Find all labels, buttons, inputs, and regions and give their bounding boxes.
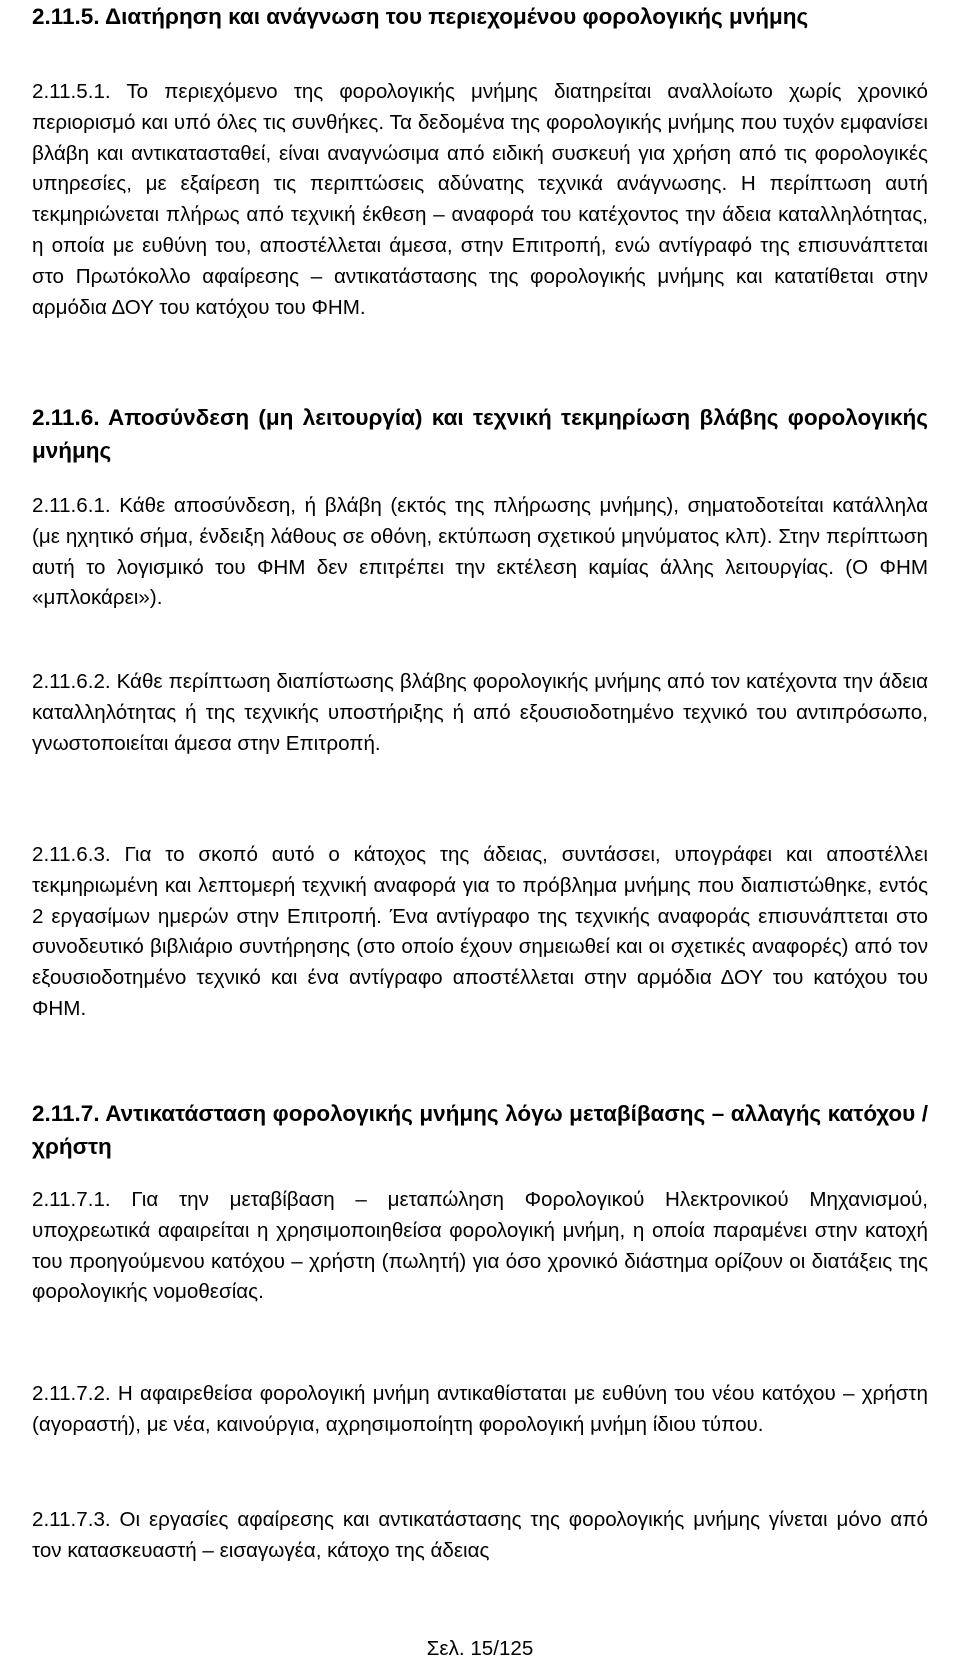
paragraph: 2.11.6.3. Για το σκοπό αυτό ο κάτοχος της άδειας, συντάσσει, υπογράφει και αποστέλλει τεκμηριωμένη και λεπτομερή τεχνική αναφορά για το πρόβλημα μνήμης που διαπιστώθηκε, εντός 2 εργασίμων ημερών στην Επιτροπή. Ένα αντίγραφο της τεχνικής αναφοράς επισυνάπτεται στο συνοδευτικό βιβλιάριο συντήρησης (στο οποίο έχουν σημειωθεί και οι σχετικές αναφορές) από τον εξουσιοδοτημένο τεχνικό και ένα αντίγραφο αποστέλλεται στην αρμόδια ΔΟΥ του κατόχου του ΦΗΜ.: [32, 843, 928, 1020]
paragraph: 2.11.6.2. Κάθε περίπτωση διαπίστωσης βλάβης φορολογικής μνήμης από τον κατέχοντα την άδεια καταλληλότητας ή της τεχνικής υποστήριξης ή από εξουσιοδοτημένο τεχνικό του αντιπρόσωπο, γνωστοποιείται άμεσα στην Επιτροπή.: [32, 670, 928, 755]
paragraph: 2.11.7.1. Για την μεταβίβαση – μεταπώληση Φορολογικού Ηλεκτρονικού Μηχανισμού, υποχρεωτικά αφαιρείται η χρησιμοποιηθείσα φορολογική μνήμη, η οποία παραμένει στην κατοχή του προηγούμενου κατόχου – χρήστη (πωλητή) για όσο χρονικό διάστημα ορίζουν οι διατάξεις της φορολογικής νομοθεσίας.: [32, 1188, 928, 1304]
paragraph: 2.11.7.2. Η αφαιρεθείσα φορολογική μνήμη αντικαθίσταται με ευθύνη του νέου κατόχου – χρήστη (αγοραστή), με νέα, καινούργια, αχρησιμοποίητη φορολογική μνήμη ίδιου τύπου.: [32, 1382, 928, 1436]
paragraph: 2.11.5.1. Το περιεχόμενο της φορολογικής μνήμης διατηρείται αναλλοίωτο χωρίς χρονικό περιορισμό και υπό όλες τις συνθήκες. Τα δεδομένα της φορολογικής μνήμης που τυχόν εμφανίσει βλάβη και αντικατασταθεί, είναι αναγνώσιμα από ειδική συσκευή για χρήση από τις φορολογικές υπηρεσίες, με εξαίρεση τις περιπτώσεις αδύνατης τεχνικά ανάγνωσης. Η περίπτωση αυτή τεκμηριώνεται πλήρως από τεχνική έκθεση – αναφορά του κατέχοντος την άδεια καταλληλότητας, η οποία με ευθύνη του, αποστέλλεται άμεσα, στην Επιτροπή, ενώ αντίγραφό της επισυνάπτεται στο Πρωτόκολλο αφαίρεσης – αντικατάστασης της φορολογικής μνήμης και κατατίθεται στην αρμόδια ΔΟΥ του κατόχου του ΦΗΜ.: [32, 80, 928, 319]
section-heading: 2.11.5. Διατήρηση και ανάγνωση του περιεχομένου φορολογικής μνήμης: [32, 4, 809, 29]
paragraph: 2.11.6.1. Κάθε αποσύνδεση, ή βλάβη (εκτός της πλήρωσης μνήμης), σηματοδοτείται κατάλληλα (με ηχητικό σήμα, ένδειξη λάθους σε οθόνη, εκτύπωση σχετικού μηνύματος κλπ). Στην περίπτωση αυτή το λογισμικό του ΦΗΜ δεν επιτρέπει την εκτέλεση καμίας άλλης λειτουργίας. (Ο ΦΗΜ «μπλοκάρει»).: [32, 494, 928, 610]
section-heading: 2.11.6. Αποσύνδεση (μη λειτουργία) και τεχνική τεκμηρίωση βλάβης φορολογικής μνήμης: [32, 405, 928, 463]
section-heading: 2.11.7. Αντικατάσταση φορολογικής μνήμης λόγω μεταβίβασης – αλλαγής κατόχου / χρήστη: [32, 1101, 928, 1159]
page-number: Σελ. 15/125: [426, 1637, 534, 1660]
paragraph: 2.11.7.3. Οι εργασίες αφαίρεσης και αντικατάστασης της φορολογικής μνήμης γίνεται μόνο από τον κατασκευαστή – εισαγωγέα, κάτοχο της άδειας: [32, 1508, 928, 1562]
